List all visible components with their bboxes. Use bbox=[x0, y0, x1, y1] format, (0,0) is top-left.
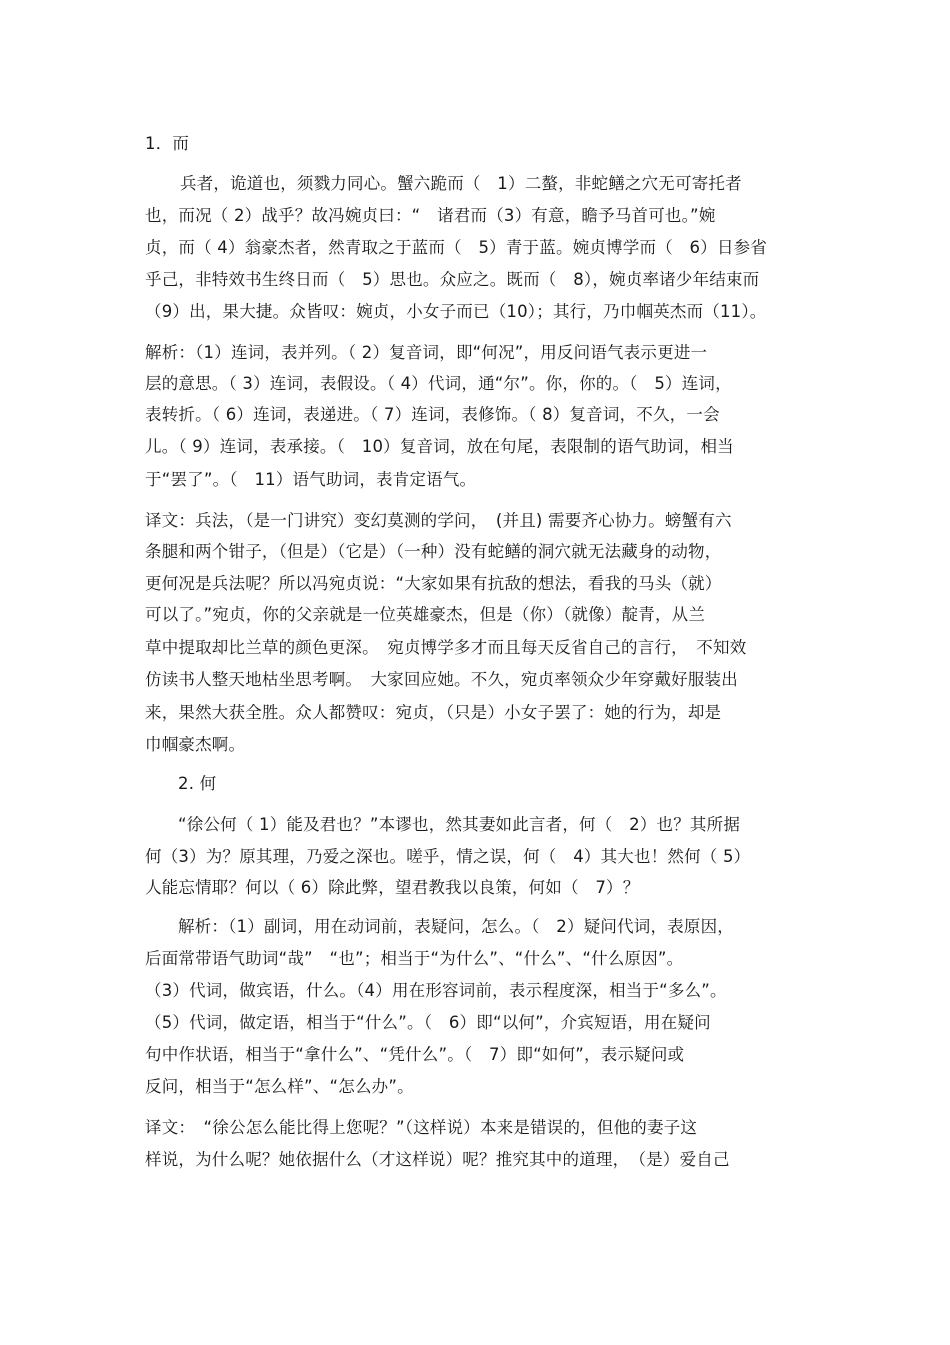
translation-1-line-2: 条腿和两个钳子，（但是）（它是）（一种）没有蛇鳝的洞穴就无法藏身的动物， bbox=[145, 542, 722, 561]
heading-1-er: 1．而 bbox=[145, 134, 190, 153]
heading-2-he: 2. 何 bbox=[178, 774, 217, 793]
passage-2-line-3: 人能忘情耶？何以（ 6）除此弊，望君教我以良策，何如（ 7）？ bbox=[145, 878, 640, 897]
analysis-2-line-3: （3）代词，做宾语，什么。（4）用在形容词前，表示程度深，相当于“多么”。 bbox=[145, 981, 727, 1000]
analysis-2-line-2: 后面常带语气助词“哉” “也”；相当于“为什么”、“什么”、“什么原因”。 bbox=[145, 949, 684, 968]
passage-2-line-2: 何（3）为？原其理，乃爱之深也。嗟乎，情之误，何（ 4）其大也！然何（ 5） bbox=[145, 847, 751, 866]
analysis-1-line-3: 表转折。（ 6）连词，表递进。（ 7）连词，表修饰。（ 8）复音词，不久，一会 bbox=[145, 405, 720, 424]
analysis-2-line-4: （5）代词，做定语，相当于“什么”。（ 6）即“以何”，介宾短语，用在疑问 bbox=[145, 1013, 711, 1032]
passage-1-line-3: 贞，而（ 4）翁豪杰者，然青取之于蓝而（ 5）青于蓝。婉贞博学而（ 6）日参省 bbox=[145, 238, 768, 257]
analysis-1-line-5: 于“罢了”。（ 11）语气助词，表肯定语气。 bbox=[145, 470, 477, 489]
analysis-1-line-1: 解析：（1）连词，表并列。（ 2）复音词，即“何况”，用反问语气表示更进一 bbox=[145, 343, 708, 362]
passage-1-line-2: 也，而况（ 2）战乎？故冯婉贞曰：“ 诸君而（3）有意，瞻予马首可也。”婉 bbox=[145, 206, 716, 225]
analysis-1-line-4: 儿。（ 9）连词，表承接。（ 10）复音词，放在句尾，表限制的语气助词，相当 bbox=[145, 437, 734, 456]
analysis-2-line-6: 反问，相当于“怎么样”、“怎么办”。 bbox=[145, 1077, 414, 1096]
analysis-1-line-2: 层的意思。（ 3）连词，表假设。（ 4）代词，通“尔”。你，你的。（ 5）连词， bbox=[145, 374, 732, 393]
analysis-2-line-5: 句中作状语，相当于“拿什么”、“凭什么”。（ 7）即“如何”，表示疑问或 bbox=[145, 1045, 685, 1064]
translation-1-line-4: 可以了。”宛贞，你的父亲就是一位英雄豪杰，但是（你）（就像）靛青，从兰 bbox=[145, 605, 706, 624]
translation-2-line-1: 译文： “徐公怎么能比得上您呢？”（这样说）本来是错误的，但他的妻子这 bbox=[145, 1118, 698, 1137]
passage-2-line-1: “徐公何（ 1）能及君也？”本谬也，然其妻如此言者，何（ 2）也？其所据 bbox=[178, 815, 741, 834]
translation-1-line-8: 巾帼豪杰啊。 bbox=[145, 735, 246, 754]
translation-1-line-3: 更何况是兵法呢？所以冯宛贞说：“大家如果有抗敌的想法，看我的马头（就） bbox=[145, 574, 722, 593]
translation-2-line-2: 样说，为什么呢？她依据什么（才这样说）呢？推究其中的道理， （是）爱自己 bbox=[145, 1150, 730, 1169]
passage-1-line-5: （9）出，果大捷。众皆叹：婉贞，小女子而已（10）；其行，乃巾帼英杰而（11）。 bbox=[145, 302, 767, 321]
translation-1-line-1: 译文：兵法，（是一门讲究）变幻莫测的学问， (并且) 需要齐心协力。螃蟹有六 bbox=[145, 511, 732, 530]
passage-1-line-4: 乎己，非特效书生终日而（ 5）思也。众应之。既而（ 8），婉贞率诸少年结束而 bbox=[145, 270, 760, 289]
analysis-2-line-1: 解析：（1）副词，用在动词前，表疑问，怎么。（ 2）疑问代词，表原因， bbox=[178, 917, 734, 936]
passage-1-line-1: 兵者，诡道也，须戮力同心。蟹六跪而（ 1）二螯，非蛇鳝之穴无可寄托者 bbox=[180, 174, 742, 193]
translation-1-line-6: 仿读书人整天地枯坐思考啊。 大家回应她。不久，宛贞率领众少年穿戴好服装出 bbox=[145, 670, 738, 689]
translation-1-line-5: 草中提取却比兰草的颜色更深。 宛贞博学多才而且每天反省自己的言行， 不知效 bbox=[145, 638, 747, 657]
translation-1-line-7: 来，果然大获全胜。众人都赞叹：宛贞，（只是）小女子罢了：她的行为，却是 bbox=[145, 703, 722, 722]
